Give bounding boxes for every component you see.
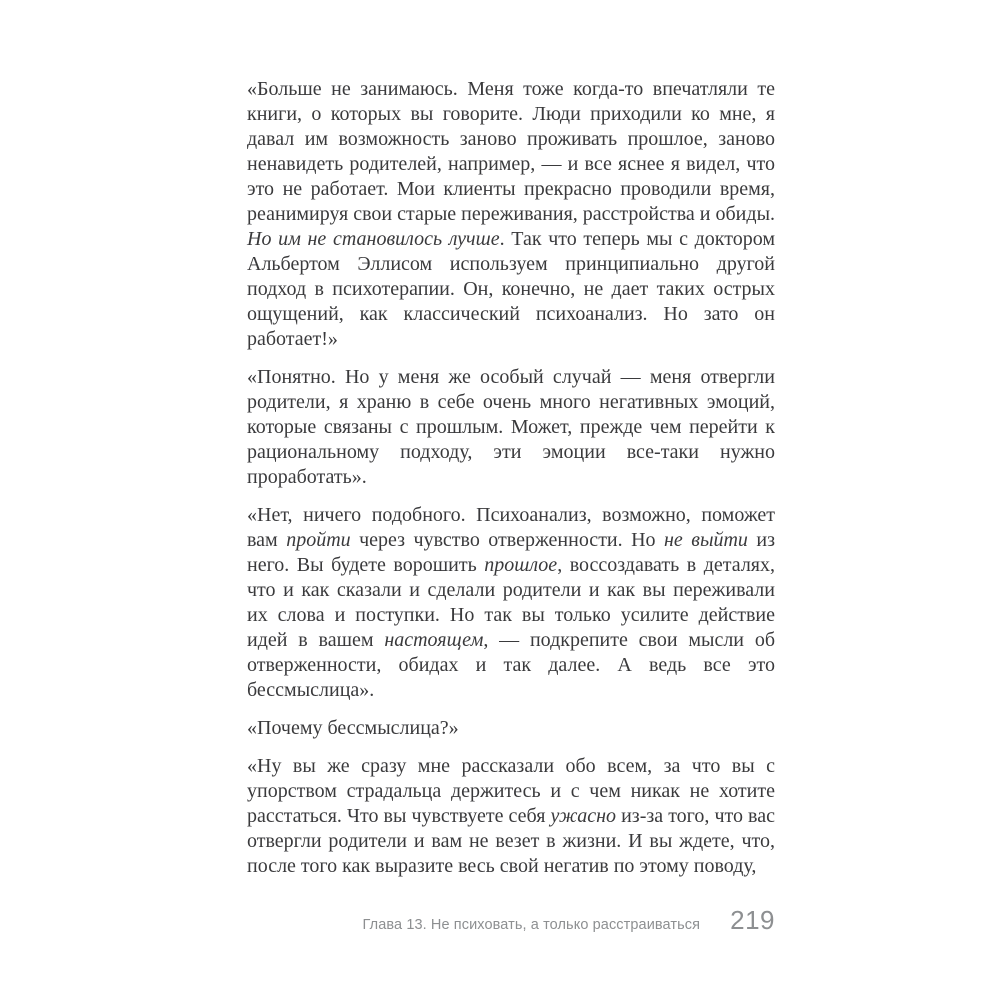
- footer-chapter-label: Глава 13. Не психовать, а только расстраиваться: [362, 917, 701, 933]
- paragraph: [247, 503, 775, 703]
- text-run: «Почему бессмыслица?»: [247, 717, 459, 739]
- footer-page-number: 219: [730, 905, 775, 935]
- text-run: из-за того, что вас отвергли родители и вам не везет в жизни. И вы ждете, что, после того как выразите весь свой негатив по этому поводу,: [247, 805, 775, 877]
- text-run: «Ну вы же сразу мне рассказали обо всем, за что вы с упорством страдальца держитесь и с чем никак не хотите расстаться. Что вы чувствуете себя: [247, 755, 775, 827]
- text-run: , — подкрепите свои мысли об отверженности, обидах и так далее. А ведь все это бессмыслица».: [247, 629, 775, 701]
- text-run: , воссоздавать в деталях, что и как сказали и сделали родители и как вы переживали их слова и поступки. Но так вы только усилите действие идей в вашем: [247, 554, 775, 651]
- italic-run: не выйти: [664, 529, 748, 551]
- page-text: [247, 77, 775, 879]
- italic-run: пройти: [286, 529, 351, 551]
- italic-run: прошлое: [484, 554, 558, 576]
- text-run: через чувство отверженности. Но: [350, 529, 664, 551]
- italic-run: Но им не становилось лучше: [247, 228, 500, 250]
- text-run: «Больше не занимаюсь. Меня тоже когда-то впечатляли те книги, о которых вы говорите. Люди приходили ко мне, я давал им возможность заново проживать прошлое, заново ненавидеть родителей, например, — и все яснее я видел, что это не работает. Мои клиенты прекрасно проводили время, реанимируя свои старые переживания, расстройства и обиды.: [247, 78, 775, 225]
- page-footer: [247, 905, 775, 936]
- paragraph: [247, 716, 775, 741]
- text-run: . Так что теперь мы с доктором Альбертом Эллисом используем принципиально другой подход в психотерапии. Он, конечно, не дает таких острых ощущений, как классический психоанализ. Но зато он работает!»: [247, 228, 775, 350]
- paragraph: [247, 754, 775, 879]
- paragraph: [247, 365, 775, 490]
- paragraph: [247, 77, 775, 352]
- text-run: «Понятно. Но у меня же особый случай — меня отвергли родители, я храню в себе очень много негативных эмоций, которые связаны с прошлым. Может, прежде чем перейти к рациональному подходу, эти эмоции все-таки нужно проработать».: [247, 366, 775, 488]
- italic-run: ужасно: [550, 805, 617, 827]
- italic-run: настоящем: [384, 629, 484, 651]
- text-run: «Нет, ничего подобного. Психоанализ, возможно, поможет вам: [247, 504, 775, 551]
- text-run: из него. Вы будете ворошить: [247, 529, 776, 576]
